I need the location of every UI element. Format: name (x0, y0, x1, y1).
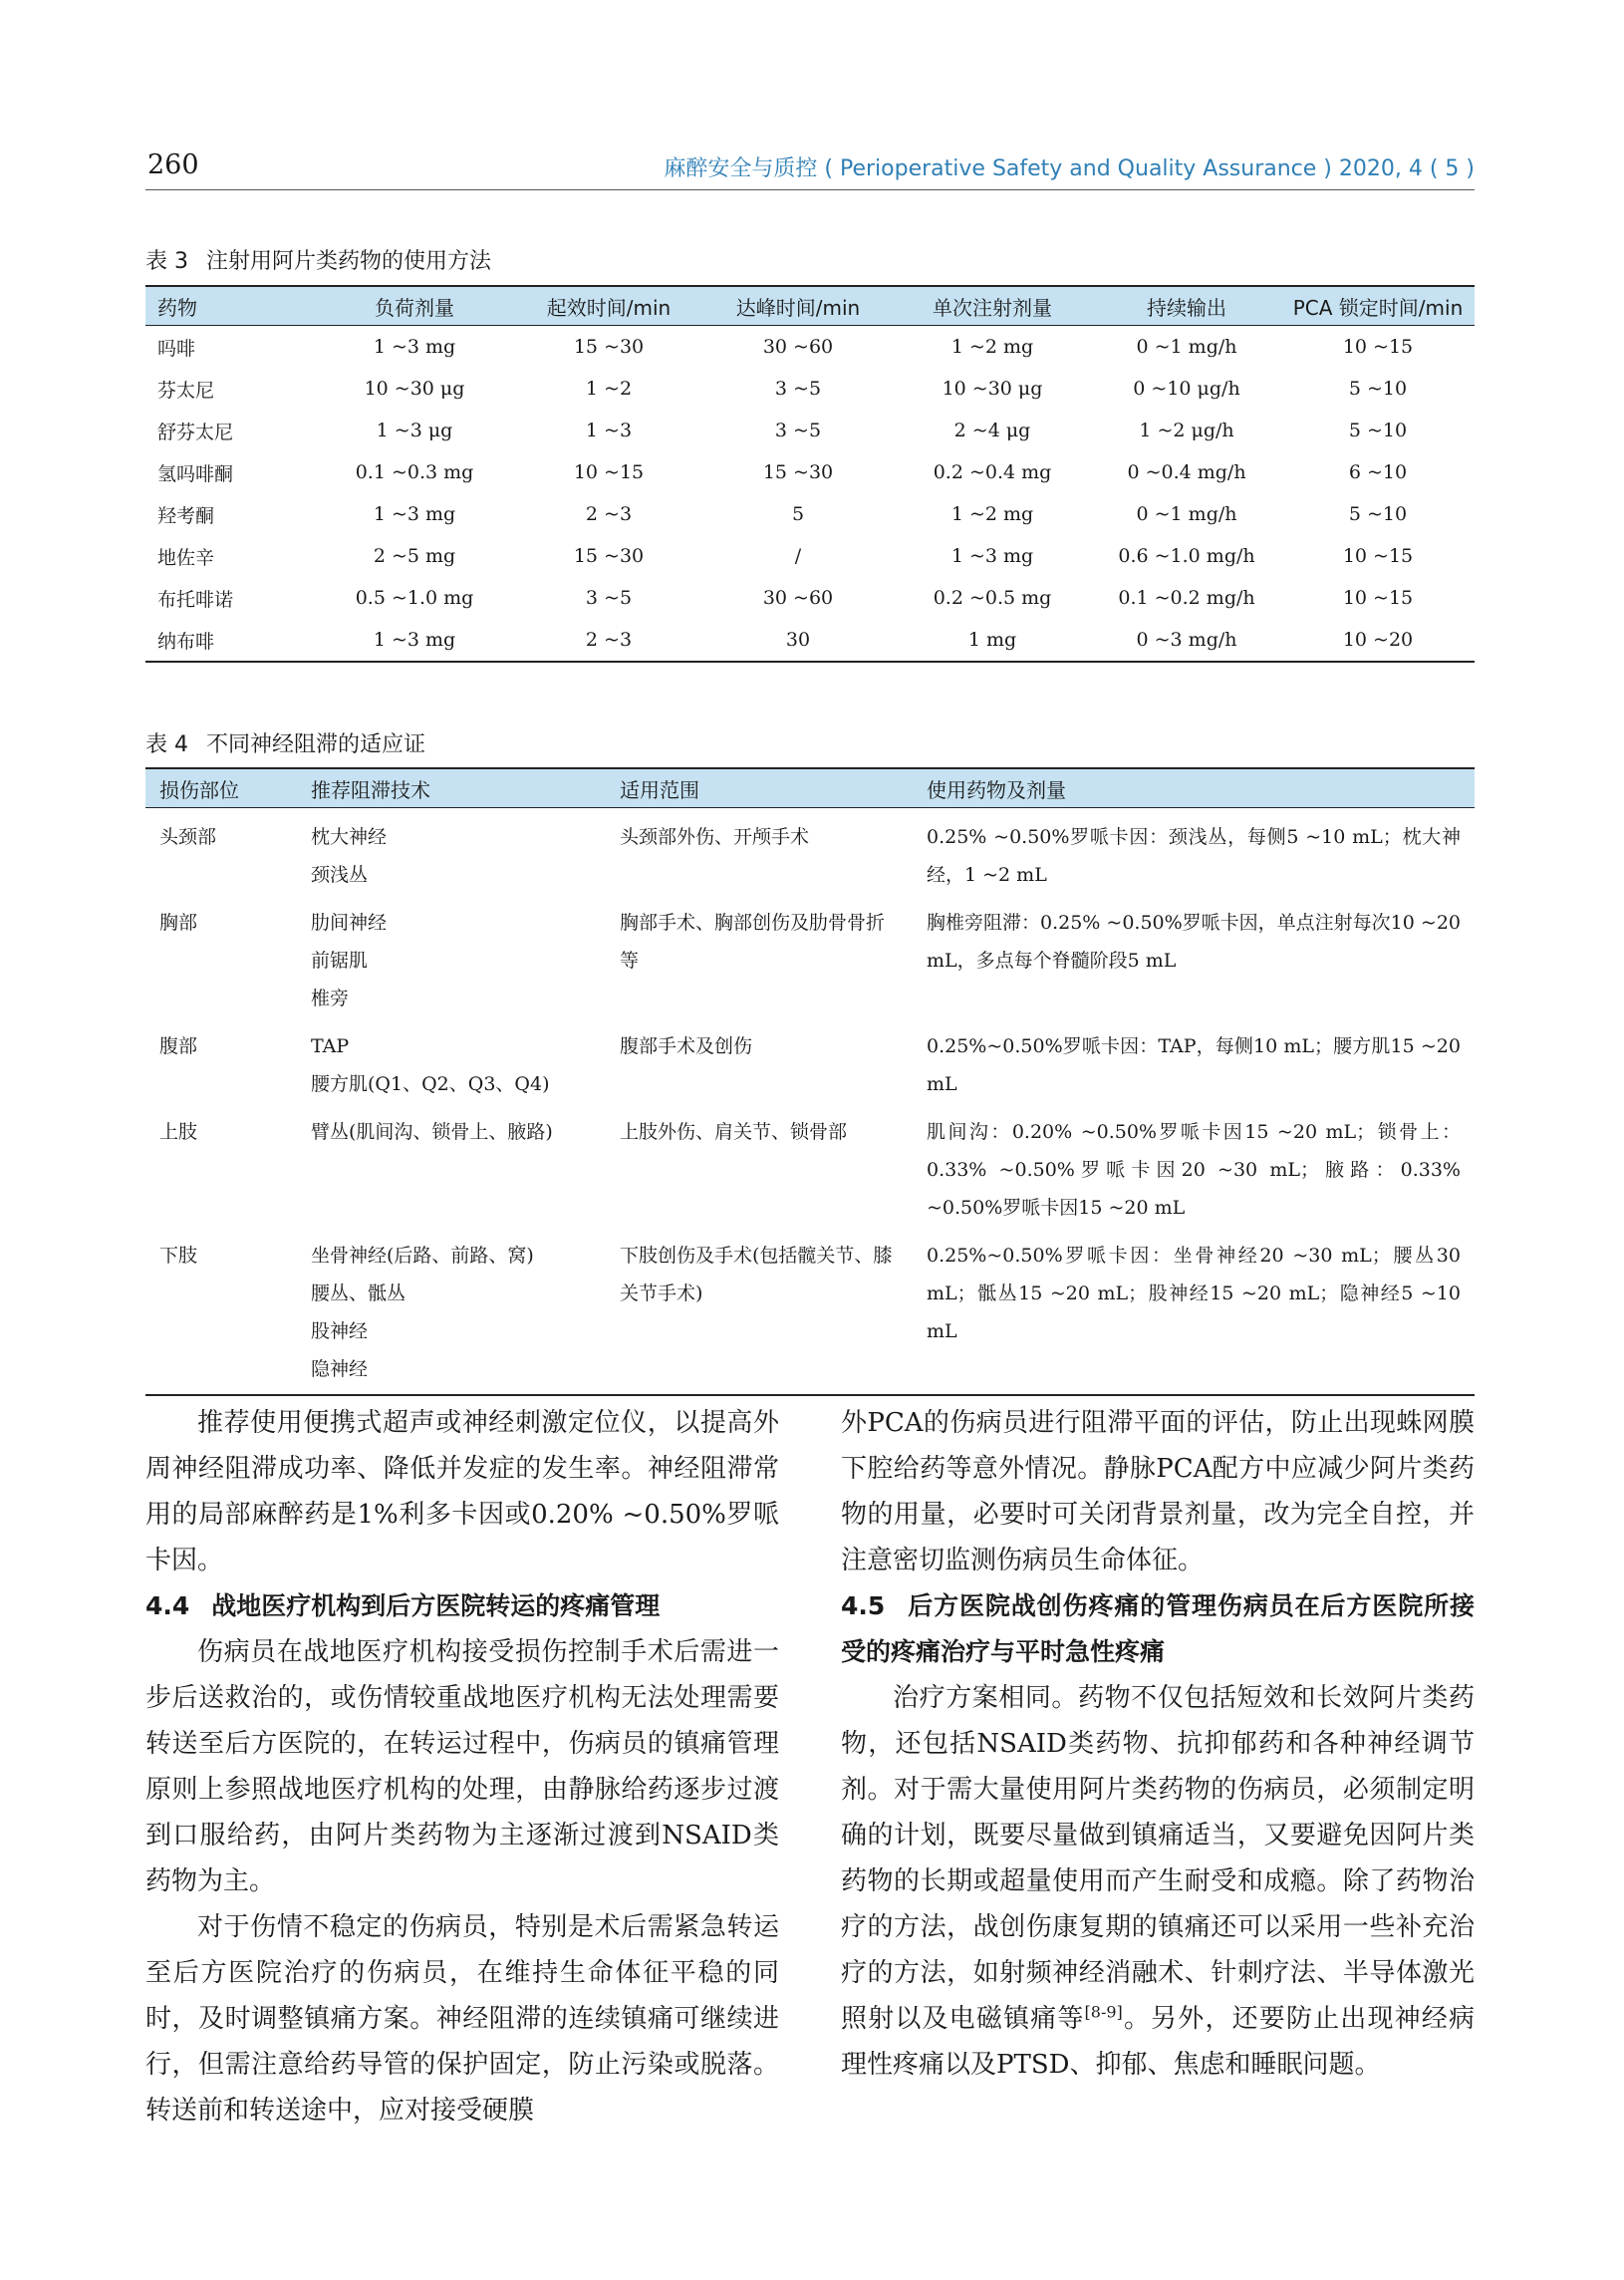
table-cell: 芬太尼 (157, 379, 215, 402)
paragraph: 推荐使用便携式超声或神经刺激定位仪，以提高外周神经阻滞成功率、降低并发症的发生率。神经阻滞常用的局部麻醉药是1%利多卡因或0.20% ~0.50%罗哌卡因。 (145, 1408, 779, 1575)
table-cell: 0.5 ~1.0 mg (355, 587, 474, 609)
table-row (145, 1227, 1475, 1395)
table-cell: 5 (791, 503, 805, 525)
block-technique-cell (297, 894, 606, 1017)
scope: 头颈部外伤、开颅手术 (620, 826, 810, 848)
table-cell: 10 ~15 (1342, 545, 1414, 567)
paragraph-text: 治疗方案相同。药物不仅包括短效和长效阿片类药物，还包括NSAID类药物、抗抑郁药和各种神经调节剂。对于需大量使用阿片类药物的伤病员，必须制定明确的计划，既要尽量做到镇痛适当，又要避免因阿片类药物的长期或超量使用而产生耐受和成瘾。除了药物治疗的方法，战创伤康复期的镇痛还可以采用一些补充治疗的方法，如射频神经消融术、针刺疗法、半导体激光照射以及电磁镇痛等 (841, 1683, 1475, 2034)
block-technique-cell (297, 1103, 606, 1227)
table4-column-header: 使用药物及剂量 (913, 768, 1475, 808)
injury-site: 上肢 (159, 1121, 198, 1143)
table4 (145, 767, 1475, 1396)
table-cell: 2 ~3 (585, 503, 633, 525)
table-cell: / (794, 545, 802, 567)
table-cell: 氢吗啡酮 (157, 462, 234, 485)
table3-column-header: PCA 锁定时间/min (1281, 286, 1475, 326)
drug-dose: 肌间沟：0.20% ~0.50%罗哌卡因15 ~20 mL；锁骨上：0.33% ~0.50%罗哌卡因20 ~30 mL；腋路：0.33% ~0.50%罗哌卡因15 ~20 mL (927, 1121, 1461, 1219)
block-technique: 腰丛、骶丛 (311, 1282, 406, 1304)
paragraph: 外PCA的伤病员进行阻滞平面的评估，防止出现蛛网膜下腔给药等意外情况。静脉PCA配方中应减少阿片类药物的用量，必要时可关闭背景剂量，改为完全自控，并注意密切监测伤病员生命体征。 (841, 1408, 1475, 1575)
table-row (145, 619, 1475, 662)
left-column (145, 1400, 779, 2134)
table4-column-header: 损伤部位 (145, 768, 297, 808)
table-cell: 6 ~10 (1348, 461, 1408, 483)
table3-column-header: 起效时间/min (514, 286, 703, 326)
table-row (145, 368, 1475, 410)
block-technique-cell (297, 1227, 606, 1395)
table-cell: 1 ~3 μg (376, 420, 453, 441)
table-cell: 纳布啡 (145, 619, 315, 662)
table-cell: 30 (703, 619, 893, 662)
block-technique: 前锯肌 (311, 950, 369, 972)
table-row (145, 1103, 1475, 1227)
block-technique: 椎旁 (311, 988, 350, 1009)
table4-column-header: 适用范围 (606, 768, 913, 808)
table-cell: 1 ~2 (585, 378, 633, 400)
table-cell: 1 mg (893, 619, 1092, 662)
table-cell: 2 ~4 μg (953, 420, 1031, 441)
table-cell: 5 ~10 (1348, 503, 1408, 525)
table-cell: 地佐辛 (157, 546, 215, 569)
table-cell: 0.2 ~0.4 mg (933, 461, 1052, 483)
drug-dose: 胸椎旁阻滞：0.25% ~0.50%罗哌卡因，单点注射每次10 ~20 mL，多点每个脊髓阶段5 mL (927, 912, 1461, 972)
drug-dose: 0.25% ~0.50%罗哌卡因：颈浅丛，每侧5 ~10 mL；枕大神经，1 ~2 mL (927, 826, 1461, 886)
injury-site: 头颈部 (159, 826, 217, 848)
scope: 下肢创伤及手术(包括髋关节、膝关节手术) (606, 1227, 913, 1395)
table-cell: 0 ~0.4 mg/h (1127, 461, 1246, 483)
page-number: 260 (147, 149, 199, 180)
table-cell: 30 ~60 (762, 336, 834, 358)
table3-column-header: 持续输出 (1092, 286, 1281, 326)
drug-dose: 0.25%~0.50%罗哌卡因：TAP，每侧10 mL；腰方肌15 ~20 mL (927, 1035, 1461, 1095)
table-cell: 3 ~5 (774, 378, 822, 400)
scope: 腹部手术及创伤 (620, 1035, 753, 1057)
table-cell: 0.2 ~0.5 mg (933, 587, 1052, 609)
block-technique-cell (297, 1017, 606, 1103)
table-cell: 舒芬太尼 (157, 421, 234, 443)
table-cell: 30 ~60 (762, 587, 834, 609)
table-cell: 3 ~5 (585, 587, 633, 609)
table3-column-header: 负荷剂量 (315, 286, 514, 326)
table-cell: 15 ~30 (573, 545, 645, 567)
table-cell: 羟考酮 (157, 504, 215, 527)
table-row (145, 1017, 1475, 1103)
table-cell: 吗啡 (157, 337, 196, 360)
table-row (145, 410, 1475, 451)
table-cell: 10 ~15 (573, 461, 645, 483)
table-cell: 1 ~3 mg (315, 619, 514, 662)
table-cell: 布托啡诺 (157, 588, 234, 611)
table-cell: 0 ~1 mg/h (1136, 336, 1237, 358)
table-cell: 1 ~3 mg (373, 336, 456, 358)
table-cell: 10 ~20 (1281, 619, 1475, 662)
table-cell: 5 ~10 (1348, 420, 1408, 441)
table3 (145, 285, 1475, 663)
right-column (841, 1400, 1475, 2088)
table-cell: 0.1 ~0.3 mg (355, 461, 474, 483)
paragraph-text: 。另外，还要防止出现神经病理性疼痛以及PTSD、抑郁、焦虑和睡眠问题。 (841, 2004, 1475, 2080)
section-title: 战地医疗机构到后方医院转运的疼痛管理 (211, 1591, 661, 1620)
block-technique: 坐骨神经(后路、前路、窝) (311, 1245, 534, 1267)
block-technique: 隐神经 (311, 1358, 369, 1380)
paragraph (841, 1675, 1475, 2088)
block-technique: 腰方肌(Q1、Q2、Q3、Q4) (311, 1073, 550, 1095)
table-row (145, 577, 1475, 619)
block-technique: 枕大神经 (311, 826, 388, 848)
table4-caption (145, 727, 425, 758)
table-cell: 5 ~10 (1348, 378, 1408, 400)
table-cell: 1 ~3 mg (950, 545, 1034, 567)
citation: [8-9] (1084, 2002, 1123, 2022)
injury-site: 下肢 (145, 1227, 297, 1395)
injury-site: 腹部 (159, 1035, 198, 1057)
table4-title: 不同神经阻滞的适应证 (206, 732, 426, 757)
scope: 胸部手术、胸部创伤及肋骨骨折等 (620, 912, 886, 972)
table-row (145, 451, 1475, 493)
journal-header: 麻醉安全与质控 ( Perioperative Safety and Quality Assurance ) 2020, 4 ( 5 ) (664, 156, 1475, 181)
table-cell: 10 ~15 (1342, 336, 1414, 358)
block-technique: 臂丛(肌间沟、锁骨上、腋路) (311, 1121, 553, 1143)
table-cell: 2 ~5 mg (373, 545, 456, 567)
section-title: 后方医院战创伤疼痛的管理伤病员在后方医院所接受的疼痛治疗与平时急性疼痛 (841, 1591, 1475, 1666)
table3-column-header: 单次注射剂量 (893, 286, 1092, 326)
block-technique: 股神经 (311, 1320, 369, 1342)
table-row (145, 894, 1475, 1017)
table-cell: 0.1 ~0.2 mg/h (1118, 587, 1255, 609)
table-cell: 1 ~2 mg (950, 503, 1034, 525)
table-cell: 1 ~3 (585, 420, 633, 441)
section-number: 4.4 (145, 1591, 190, 1620)
table-row (145, 326, 1475, 369)
table-cell: 0 ~10 μg/h (1133, 378, 1240, 400)
section-4-5-heading (841, 1583, 1475, 1675)
scope: 上肢外伤、肩关节、锁骨部 (620, 1121, 848, 1143)
block-technique: TAP (311, 1035, 350, 1057)
table-row (145, 535, 1475, 577)
table-cell: 10 ~15 (1342, 587, 1414, 609)
table-cell: 10 ~30 μg (364, 378, 465, 400)
table-row (145, 808, 1475, 895)
table-cell: 1 ~2 μg/h (1139, 420, 1234, 441)
section-number: 4.5 (841, 1591, 886, 1620)
table3-column-header: 达峰时间/min (703, 286, 893, 326)
table-cell: 1 ~2 mg (950, 336, 1034, 358)
table-cell: 0.6 ~1.0 mg/h (1118, 545, 1255, 567)
table3-title: 注射用阿片类药物的使用方法 (206, 249, 492, 274)
table-cell: 2 ~3 (514, 619, 703, 662)
table4-label: 表 4 (145, 732, 188, 757)
block-technique: 颈浅丛 (311, 864, 369, 886)
table-cell: 1 ~3 mg (373, 503, 456, 525)
block-technique: 肋间神经 (311, 912, 388, 934)
table3-header-row (145, 286, 1475, 326)
table4-column-header: 推荐阻滞技术 (297, 768, 606, 808)
drug-dose: 0.25%~0.50%罗哌卡因：坐骨神经20 ~30 mL；腰丛30 mL；骶丛15 ~20 mL；股神经15 ~20 mL；隐神经5 ~10 mL (913, 1227, 1475, 1395)
injury-site: 胸部 (159, 912, 198, 934)
table-row (145, 493, 1475, 535)
table3-column-header: 药物 (145, 286, 315, 326)
table-cell: 10 ~30 μg (942, 378, 1043, 400)
paragraph: 对于伤情不稳定的伤病员，特别是术后需紧急转运至后方医院治疗的伤病员，在维持生命体征平稳的同时，及时调整镇痛方案。神经阻滞的连续镇痛可继续进行，但需注意给药导管的保护固定，防止污染或脱落。转送前和转送途中，应对接受硬膜 (145, 1912, 779, 2126)
paragraph: 伤病员在战地医疗机构接受损伤控制手术后需进一步后送救治的，或伤情较重战地医疗机构无法处理需要转送至后方医院的，在转运过程中，伤病员的镇痛管理原则上参照战地医疗机构的处理，由静脉给药逐步过渡到口服给药，由阿片类药物为主逐渐过渡到NSAID类药物为主。 (145, 1637, 779, 1896)
table-cell: 3 ~5 (774, 420, 822, 441)
table3-label: 表 3 (145, 249, 188, 274)
table-cell: 15 ~30 (573, 336, 645, 358)
block-technique-cell (297, 808, 606, 895)
table-cell: 15 ~30 (762, 461, 834, 483)
table3-caption (145, 244, 491, 275)
section-4-4-heading (145, 1583, 779, 1629)
table-cell: 0 ~1 mg/h (1136, 503, 1237, 525)
table4-header-row (145, 768, 1475, 808)
header-rule (145, 189, 1475, 190)
table-cell: 0 ~3 mg/h (1092, 619, 1281, 662)
